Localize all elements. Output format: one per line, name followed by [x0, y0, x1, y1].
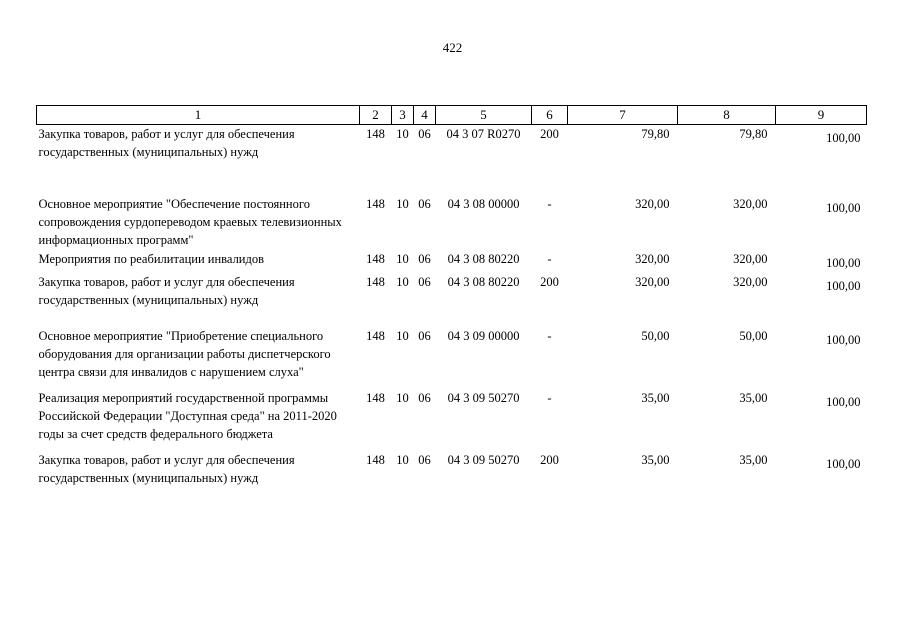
cell-c4: 06	[418, 252, 431, 266]
header-col-2: 2	[360, 106, 392, 125]
cell-c2: 148	[366, 275, 385, 289]
table-row	[37, 195, 867, 250]
cell-c9: 100,00	[826, 201, 861, 215]
cell-c8: 320,00	[733, 275, 768, 289]
cell-c8: 320,00	[733, 197, 768, 211]
header-col-4: 4	[414, 106, 436, 125]
cell-c6: -	[547, 197, 552, 211]
header-col-3: 3	[392, 106, 414, 125]
cell-c7: 320,00	[635, 252, 670, 266]
cell-c6: -	[547, 252, 552, 266]
cell-c3: 10	[396, 197, 409, 211]
cell-name: Основное мероприятие "Приобретение специального оборудования для организации работы диспетчерского центра связи для инвалидов с нарушением слуха"	[38, 329, 331, 379]
cell-c5: 04 3 07 R0270	[446, 127, 521, 141]
cell-c6: 200	[540, 127, 559, 141]
cell-c6: 200	[540, 275, 559, 289]
cell-c3: 10	[396, 453, 409, 467]
table-row	[37, 451, 867, 488]
cell-c5: 04 3 09 00000	[447, 329, 520, 343]
cell-c3: 10	[396, 252, 409, 266]
table-header	[37, 106, 867, 125]
cell-c2: 148	[366, 453, 385, 467]
cell-c4: 06	[418, 275, 431, 289]
cell-c3: 10	[396, 391, 409, 405]
table-row	[37, 327, 867, 389]
cell-name: Закупка товаров, работ и услуг для обеспечения государственных (муниципальных) нужд	[38, 453, 295, 485]
table-row	[37, 273, 867, 327]
cell-c8: 320,00	[733, 252, 768, 266]
cell-c9: 100,00	[826, 333, 861, 347]
cell-c5: 04 3 08 80220	[447, 275, 520, 289]
cell-c9: 100,00	[826, 256, 861, 270]
cell-c8: 35,00	[739, 391, 768, 405]
page-number: 422	[442, 40, 463, 55]
cell-name: Закупка товаров, работ и услуг для обеспечения государственных (муниципальных) нужд	[38, 275, 295, 307]
cell-c7: 35,00	[641, 453, 670, 467]
cell-c9: 100,00	[826, 457, 861, 471]
cell-c7: 320,00	[635, 197, 670, 211]
cell-c8: 79,80	[739, 127, 768, 141]
cell-c2: 148	[366, 127, 385, 141]
cell-c5: 04 3 08 80220	[447, 252, 520, 266]
cell-c9: 100,00	[826, 131, 861, 145]
cell-c8: 35,00	[739, 453, 768, 467]
cell-c5: 04 3 09 50270	[447, 453, 520, 467]
cell-c9: 100,00	[826, 279, 861, 293]
cell-c8: 50,00	[739, 329, 768, 343]
cell-c7: 320,00	[635, 275, 670, 289]
cell-c6: -	[547, 391, 552, 405]
header-col-6: 6	[532, 106, 568, 125]
cell-c7: 79,80	[641, 127, 670, 141]
header-col-7: 7	[568, 106, 678, 125]
header-col-1: 1	[37, 106, 360, 125]
table-row	[37, 125, 867, 196]
cell-c7: 35,00	[641, 391, 670, 405]
cell-c6: -	[547, 329, 552, 343]
cell-c2: 148	[366, 197, 385, 211]
budget-table	[36, 105, 867, 488]
cell-c3: 10	[396, 329, 409, 343]
header-col-8: 8	[678, 106, 776, 125]
cell-c4: 06	[418, 127, 431, 141]
cell-c5: 04 3 09 50270	[447, 391, 520, 405]
cell-c7: 50,00	[641, 329, 670, 343]
cell-c4: 06	[418, 329, 431, 343]
header-col-9: 9	[776, 106, 867, 125]
cell-c4: 06	[418, 197, 431, 211]
cell-c4: 06	[418, 453, 431, 467]
table-row	[37, 250, 867, 273]
cell-c4: 06	[418, 391, 431, 405]
cell-c6: 200	[540, 453, 559, 467]
cell-c9: 100,00	[826, 395, 861, 409]
cell-name: Мероприятия по реабилитации инвалидов	[38, 252, 265, 266]
header-col-5: 5	[436, 106, 532, 125]
cell-name: Реализация мероприятий государственной программы Российской Федерации "Доступная среда" на 2011-2020 годы за счет средств федерального бюджета	[38, 391, 337, 441]
table-row	[37, 389, 867, 451]
cell-name: Закупка товаров, работ и услуг для обеспечения государственных (муниципальных) нужд	[38, 127, 295, 159]
cell-c2: 148	[366, 329, 385, 343]
cell-c3: 10	[396, 127, 409, 141]
cell-name: Основное мероприятие "Обеспечение постоянного сопровождения сурдопереводом краевых телевизионных информационных программ"	[38, 197, 342, 247]
cell-c5: 04 3 08 00000	[447, 197, 520, 211]
cell-c2: 148	[366, 391, 385, 405]
cell-c2: 148	[366, 252, 385, 266]
cell-c3: 10	[396, 275, 409, 289]
